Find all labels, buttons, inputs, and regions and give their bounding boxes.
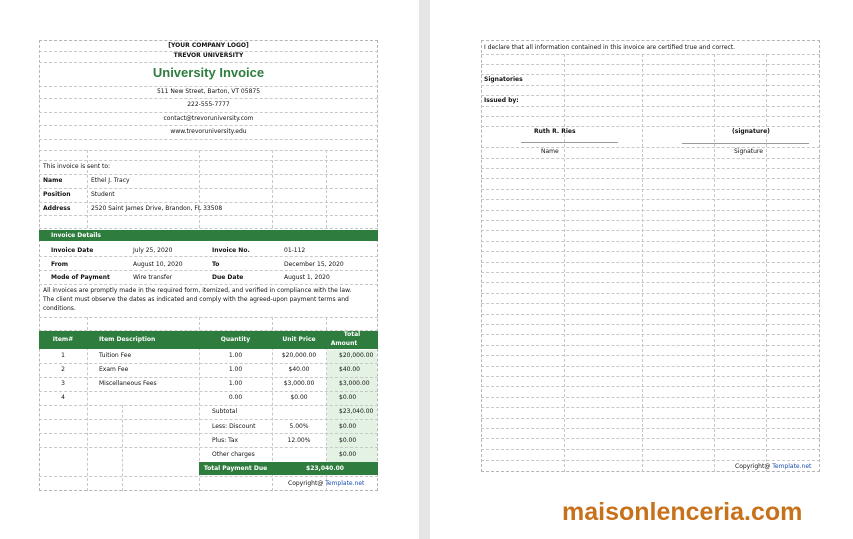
item-2-description: Exam Fee (99, 366, 129, 373)
company-website: www.trevoruniversity.edu (170, 128, 247, 135)
to-value: December 15, 2020 (284, 261, 344, 268)
item-4-quantity: 0.00 (228, 394, 243, 401)
total-due-label: Total Payment Due (203, 465, 268, 472)
item-2-total: $40.00 (339, 366, 360, 373)
item-2-quantity: 1.00 (228, 366, 243, 373)
template-net-link-2[interactable]: Template.net (772, 463, 812, 470)
due-date-label: Due Date (212, 274, 244, 281)
invoice-no-label: Invoice No. (212, 247, 250, 254)
item-1-quantity: 1.00 (228, 352, 243, 359)
discount-label: Less: Discount (212, 423, 256, 430)
tax-label: Plus: Tax (212, 437, 239, 444)
item-1-number: 1 (61, 352, 65, 359)
invoice-title: University Invoice (152, 65, 265, 80)
item-3-total: $3,000.00 (339, 380, 370, 387)
item-1-total: $20,000.00 (339, 352, 374, 359)
other-charges-label: Other charges (212, 451, 255, 458)
name-caption: Name (541, 148, 559, 155)
name-underline (521, 142, 618, 143)
col-item-description: Item Description (99, 336, 156, 343)
to-label: To (212, 261, 220, 268)
subtotal-value: $23,040.00 (339, 408, 374, 415)
terms-line-1: All invoices are promptly made in the required form, itemized, and verified in compliance with the law. (43, 287, 352, 294)
invoice-page-2 (430, 0, 853, 539)
from-label: From (51, 261, 69, 268)
subtotal-label: Subtotal (212, 408, 238, 415)
watermark (562, 497, 802, 527)
other-charges-value: $0.00 (339, 451, 357, 458)
item-3-description: Miscellaneous Fees (99, 380, 157, 387)
invoice-page-1 (0, 0, 419, 539)
signer-name: Ruth R. Ries (534, 128, 576, 135)
page-gap (419, 0, 430, 539)
signature-underline (682, 143, 809, 144)
watermark-domain: .com (744, 498, 803, 526)
due-date-value: August 1, 2020 (284, 274, 330, 281)
total-due-value: $23,040.00 (306, 465, 344, 472)
signature-caption: Signature (734, 148, 763, 155)
col-unit-price: Unit Price (282, 336, 316, 343)
item-4-price: $0.00 (290, 394, 308, 401)
company-email: contact@trevoruniversity.com (163, 115, 254, 122)
invoice-details-header: Invoice Details (51, 232, 101, 239)
invoice-no-value: 01-112 (284, 247, 306, 254)
watermark-text: maisonlenceria (562, 498, 745, 526)
payment-mode-value: Wire transfer (133, 274, 173, 281)
company-phone: 222-555-7777 (187, 101, 230, 108)
tax-rate: 12.00% (287, 437, 311, 444)
copyright-notice-2: Copyright@ Template.net (735, 463, 812, 470)
address-label: Address (43, 205, 71, 212)
template-net-link[interactable]: Template.net (325, 480, 365, 487)
item-3-number: 3 (61, 380, 65, 387)
item-3-quantity: 1.00 (228, 380, 243, 387)
issued-by-label: Issued by: (484, 97, 519, 104)
terms-line-3: conditions. (43, 305, 76, 312)
item-1-price: $20,000.00 (281, 352, 317, 359)
payment-mode-label: Mode of Payment (51, 274, 110, 281)
discount-value: $0.00 (339, 423, 357, 430)
company-address: 511 New Street, Barton, VT 05875 (156, 88, 261, 95)
declaration-text: I declare that all information contained in this invoice are certified true and correct. (484, 44, 736, 51)
sent-to-label: This invoice is sent to: (43, 163, 111, 170)
terms-line-2: The client must observe the dates as indicated and comply with the agreed-upon payment terms and (43, 296, 349, 303)
name-label: Name (43, 177, 63, 184)
name-value: Ethel J. Tracy (91, 177, 130, 184)
item-2-price: $40.00 (288, 366, 310, 373)
item-4-total: $0.00 (339, 394, 357, 401)
copyright-notice: Copyright@ Template.net (288, 480, 365, 487)
from-value: August 10, 2020 (133, 261, 183, 268)
position-value: Student (91, 191, 115, 198)
item-4-number: 4 (61, 394, 65, 401)
item-2-number: 2 (61, 366, 65, 373)
item-3-price: $3,000.00 (283, 380, 315, 387)
col-total-1: Total (343, 331, 361, 338)
item-1-description: Tuition Fee (99, 352, 132, 359)
invoice-date-label: Invoice Date (51, 247, 94, 254)
company-logo-placeholder: [YOUR COMPANY LOGO] (168, 42, 249, 49)
signatories-label: Signatories (484, 76, 523, 83)
col-quantity: Quantity (220, 336, 251, 343)
address-value: 2520 Saint James Drive, Brandon, FL 33508 (91, 205, 223, 212)
tax-value: $0.00 (339, 437, 357, 444)
col-total-2: Amount (330, 340, 358, 347)
invoice-date-value: July 25, 2020 (133, 247, 173, 254)
signature-placeholder: (signature) (732, 128, 770, 135)
col-item-number: Item# (52, 336, 74, 343)
position-label: Position (43, 191, 71, 198)
company-name: TREVOR UNIVERSITY (173, 52, 244, 59)
discount-rate: 5.00% (289, 423, 309, 430)
